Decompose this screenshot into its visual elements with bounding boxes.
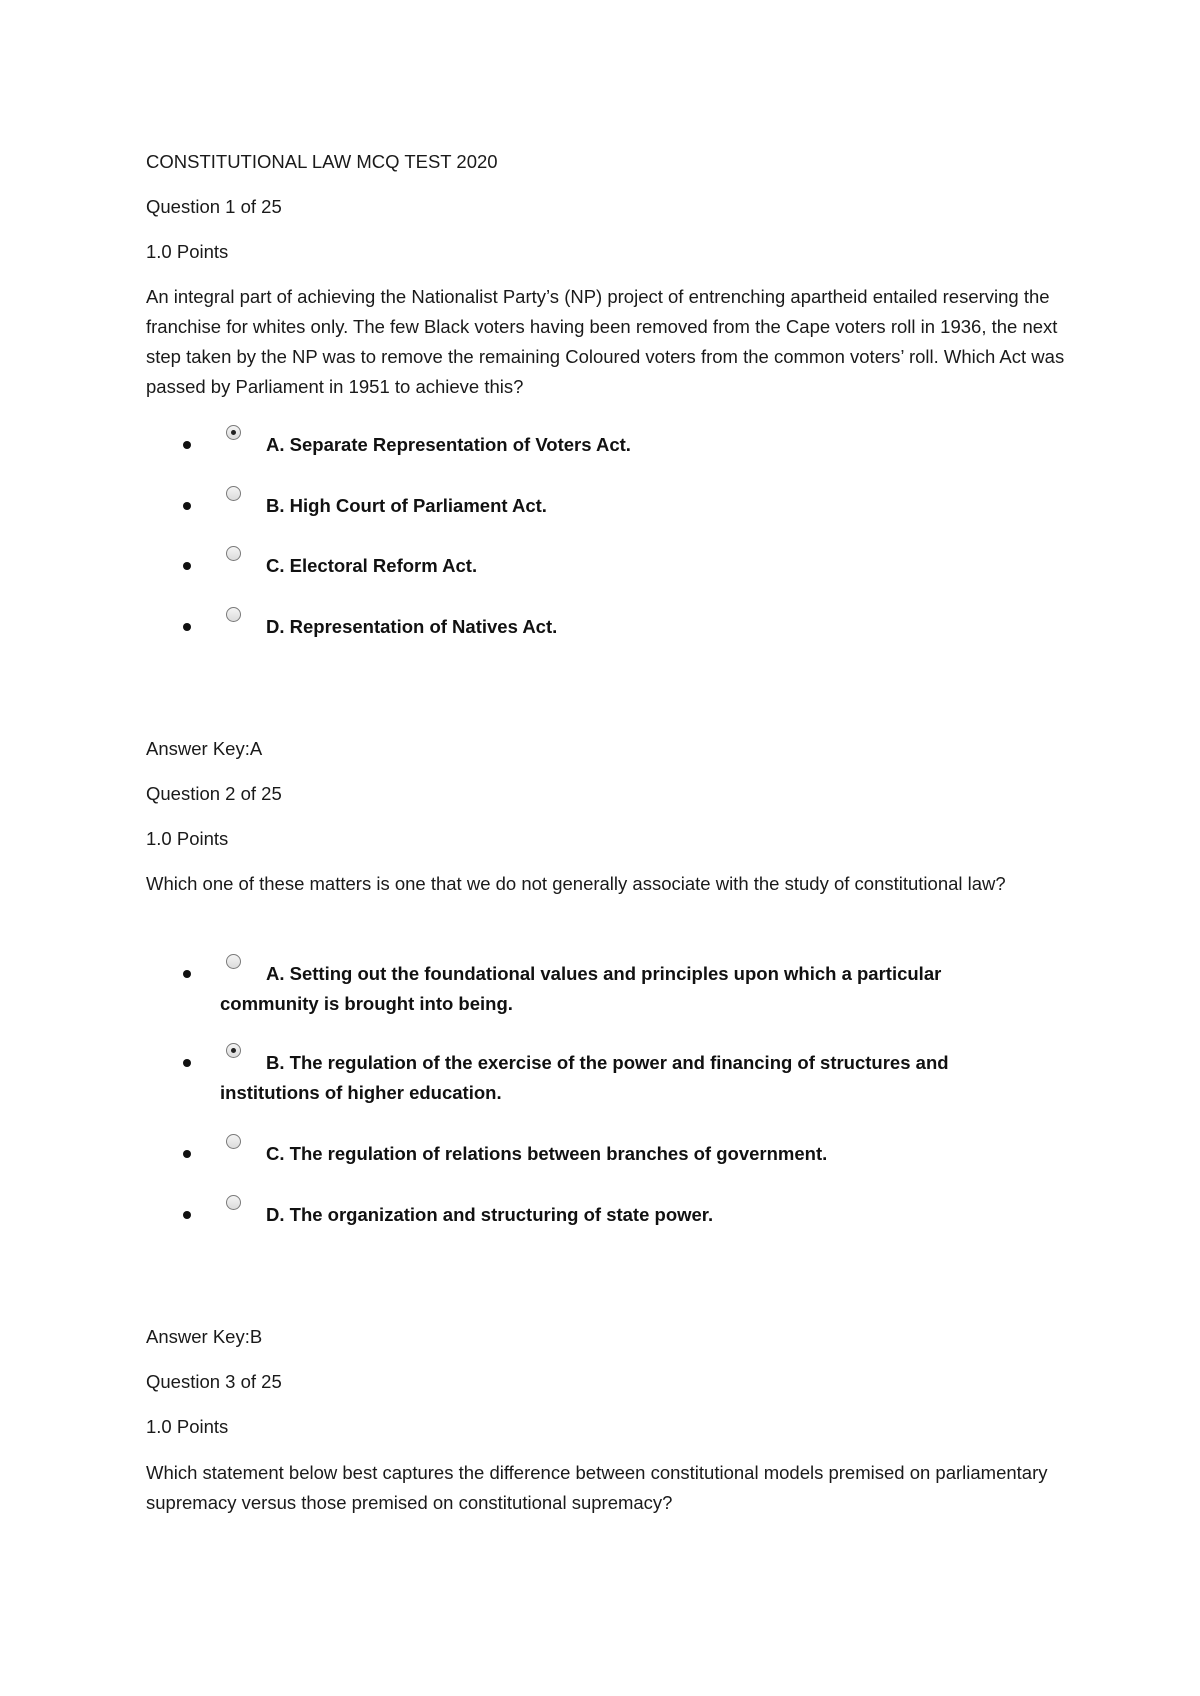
bullet-icon: [183, 1059, 191, 1067]
question-2-points: 1.0 Points: [146, 828, 229, 849]
question-3-number: Question 3 of 25: [146, 1371, 282, 1392]
question-1-number: Question 1 of 25: [146, 196, 282, 217]
option-label-line-2: community is brought into being.: [220, 993, 513, 1014]
bullet-icon: [183, 623, 191, 631]
bullet-icon: [183, 970, 191, 978]
question-2-text: Which one of these matters is one that we do not generally associate with the study of constitutional law?: [146, 873, 1006, 894]
option-label: C. The regulation of relations between branches of government.: [266, 1143, 828, 1164]
radio-checked-icon[interactable]: [226, 425, 241, 440]
radio-unchecked-icon[interactable]: [226, 486, 241, 501]
option-label: D. The organization and structuring of state power.: [266, 1204, 714, 1225]
radio-unchecked-icon[interactable]: [226, 607, 241, 622]
option-label-line-2: institutions of higher education.: [220, 1082, 502, 1103]
bullet-icon: [183, 562, 191, 570]
question-3-text: Which statement below best captures the difference between constitutional models premised on parliamentary supremacy versus those premised on constitutional supremacy?: [146, 1462, 1048, 1513]
bullet-icon: [183, 502, 191, 510]
option-label: D. Representation of Natives Act.: [266, 616, 558, 637]
option-label-line-1: B. The regulation of the exercise of the power and financing of structures and: [266, 1052, 949, 1073]
radio-unchecked-icon[interactable]: [226, 954, 241, 969]
question-2-answer-key: Answer Key:B: [146, 1326, 263, 1347]
option-label-line-1: A. Setting out the foundational values and principles upon which a particular: [266, 963, 942, 984]
bullet-icon: [183, 1150, 191, 1158]
option-label: C. Electoral Reform Act.: [266, 555, 478, 576]
radio-unchecked-icon[interactable]: [226, 1134, 241, 1149]
radio-unchecked-icon[interactable]: [226, 546, 241, 561]
bullet-icon: [183, 441, 191, 449]
question-1-text: An integral part of achieving the Nationalist Party’s (NP) project of entrenching apartheid entailed reserving the franchise for whites only. The few Black voters having been removed from the Cape voters roll in 1936, the next step taken by the NP was to remove the remaining Coloured voters from the common voters’ roll. Which Act was passed by Parliament in 1951 to achieve this?: [146, 286, 1065, 397]
question-1-points: 1.0 Points: [146, 241, 229, 262]
bullet-icon: [183, 1211, 191, 1219]
question-1-answer-key: Answer Key:A: [146, 738, 263, 759]
option-label: B. High Court of Parliament Act.: [266, 495, 547, 516]
document-title: CONSTITUTIONAL LAW MCQ TEST 2020: [146, 151, 498, 172]
radio-unchecked-icon[interactable]: [226, 1195, 241, 1210]
question-3-points: 1.0 Points: [146, 1416, 229, 1437]
option-label: A. Separate Representation of Voters Act.: [266, 434, 631, 455]
question-2-number: Question 2 of 25: [146, 783, 282, 804]
radio-checked-icon[interactable]: [226, 1043, 241, 1058]
